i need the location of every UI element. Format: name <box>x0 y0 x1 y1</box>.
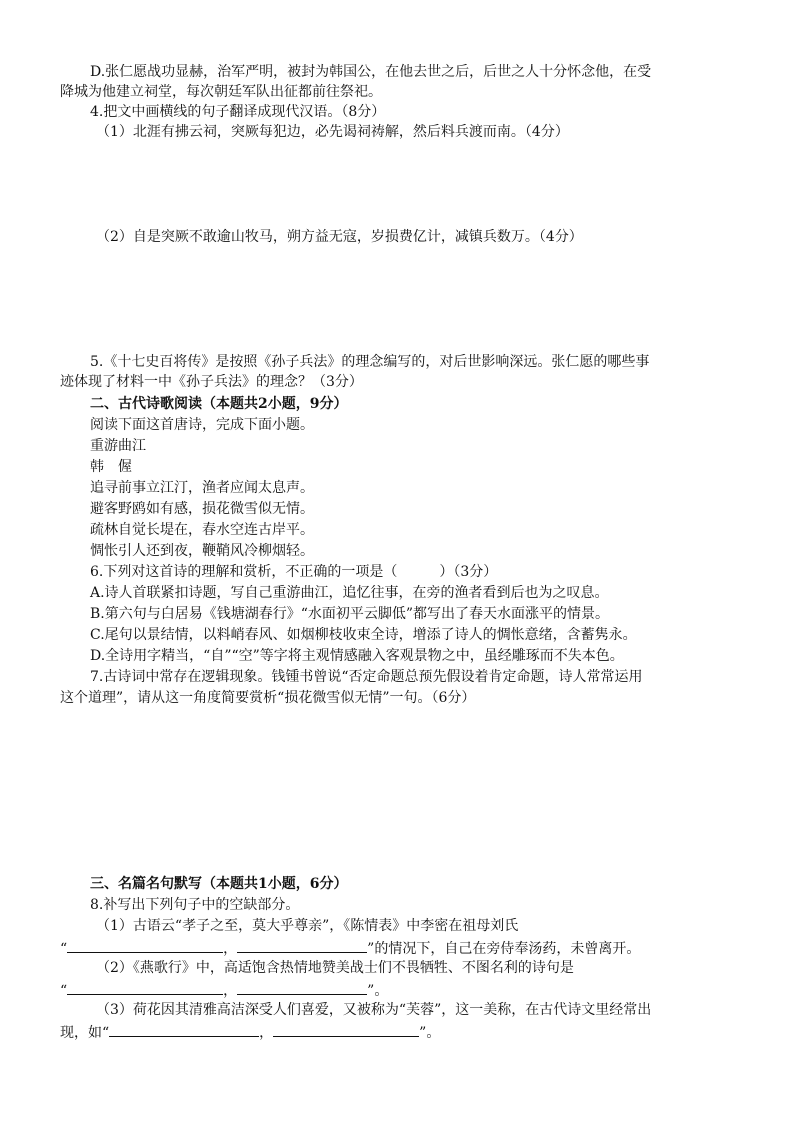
poem-author: 韩 偓 <box>90 459 132 475</box>
q4-sub2: （2）自是突厥不敢逾山牧马，朔方益无寇，岁损费亿计，减镇兵数万。（4分） <box>96 229 583 245</box>
q7-line2: 这个道理”，请从这一角度简要赏析“损花微雪似无情”一句。（6分） <box>60 690 476 706</box>
q8-sub2-tail: ”。 <box>367 983 389 999</box>
q8-stem: 8.补写出下列句子中的空缺部分。 <box>90 897 300 913</box>
q8-sub1-open-quote: “ <box>60 941 68 957</box>
q8-sub3-comma: ， <box>259 1025 274 1041</box>
q8-sub3-line2 <box>60 1021 740 1043</box>
q8-sub2-open-quote: “ <box>60 983 68 999</box>
q8-sub1-comma: ， <box>223 941 238 957</box>
q6-option-d: D.全诗用字精当，“自”“空”等字将主观情感融入客观景物之中，虽经雕琢而不失本色。 <box>90 648 624 664</box>
q8-sub2-blank-1[interactable] <box>67 979 223 995</box>
q5-line1: 5.《十七史百将传》是按照《孙子兵法》的理念编写的，对后世影响深远。张仁愿的哪些事 <box>90 354 650 370</box>
q8-sub2-comma: ， <box>223 983 238 999</box>
poem-intro: 阅读下面这首唐诗，完成下面小题。 <box>90 417 314 433</box>
q8-sub3-line1: （3）荷花因其清雅高洁深受人们喜爱，又被称为“芙蓉”，这一美称，在古代诗文里经常出 <box>96 1002 652 1018</box>
q7-line1: 7.古诗词中常存在逻辑现象。钱锺书曾说“否定命题总预先假设着肯定命题，诗人常常运用 <box>90 669 643 685</box>
q5-line2: 迹体现了材料一中《孙子兵法》的理念？（3分） <box>60 374 363 390</box>
q8-sub2-blank-2[interactable] <box>237 979 367 995</box>
q8-sub1-blank-2[interactable] <box>237 937 367 953</box>
q6-option-a: A.诗人首联紧扣诗题，写自己重游曲江，追忆往事，在旁的渔者看到后也为之叹息。 <box>90 585 609 601</box>
q4-stem: 4.把文中画横线的句子翻译成现代汉语。（8分） <box>90 104 386 120</box>
poem-line: 惆怅引人还到夜，鞭鞘风冷柳烟轻。 <box>90 543 314 559</box>
section3-heading: 三、名篇名句默写（本题共1小题，6分） <box>90 876 348 892</box>
q6-option-b: B.第六句与白居易《钱塘湖春行》“水面初平云脚低”都写出了春天水面涨平的情景。 <box>90 606 610 622</box>
q8-sub3-blank-2[interactable] <box>273 1021 419 1037</box>
q8-sub3-tail: ”。 <box>419 1025 441 1041</box>
q8-sub3-prefix: 现，如“ <box>60 1025 110 1041</box>
q6-stem: 6.下列对这首诗的理解和赏析，不正确的一项是（ ）（3分） <box>90 564 498 580</box>
q3-option-d-line1: D.张仁愿战功显赫，治军严明，被封为韩国公，在他去世之后，后世之人十分怀念他，在受 <box>90 64 652 80</box>
poem-line: 追寻前事立江汀，渔者应闻太息声。 <box>90 480 314 496</box>
poem-line: 避客野鸥如有感，损花微雪似无情。 <box>90 501 314 517</box>
q8-sub1-line1: （1）古语云“孝子之至，莫大乎尊亲”，《陈情表》中李密在祖母刘氏 <box>96 918 519 934</box>
section2-heading: 二、古代诗歌阅读（本题共2小题，9分） <box>90 396 348 412</box>
poem-title: 重游曲江 <box>90 438 146 454</box>
q3-option-d-line2: 降城为他建立祠堂，每次朝廷军队出征都前往祭祀。 <box>60 84 382 100</box>
q8-sub3-blank-1[interactable] <box>109 1021 259 1037</box>
q8-sub2-line2 <box>60 979 740 1001</box>
q8-sub1-blank-1[interactable] <box>67 937 223 953</box>
q8-sub1-line2 <box>60 937 740 959</box>
q6-option-c: C.尾句以景结情，以料峭春风、如烟柳枝收束全诗，增添了诗人的惆怅意绪，含蓄隽永。 <box>90 627 637 643</box>
q8-sub1-tail: ”的情况下，自己在旁侍奉汤药，未曾离开。 <box>367 941 641 957</box>
q8-sub2-line1: （2）《燕歌行》中，高适饱含热情地赞美战士们不畏牺牲、不图名利的诗句是 <box>96 960 574 976</box>
q4-sub1: （1）北涯有拂云祠，突厥每犯边，必先谒祠祷解，然后料兵渡而南。（4分） <box>96 124 569 140</box>
poem-line: 疏林自觉长堤在，春水空连古岸平。 <box>90 522 314 538</box>
